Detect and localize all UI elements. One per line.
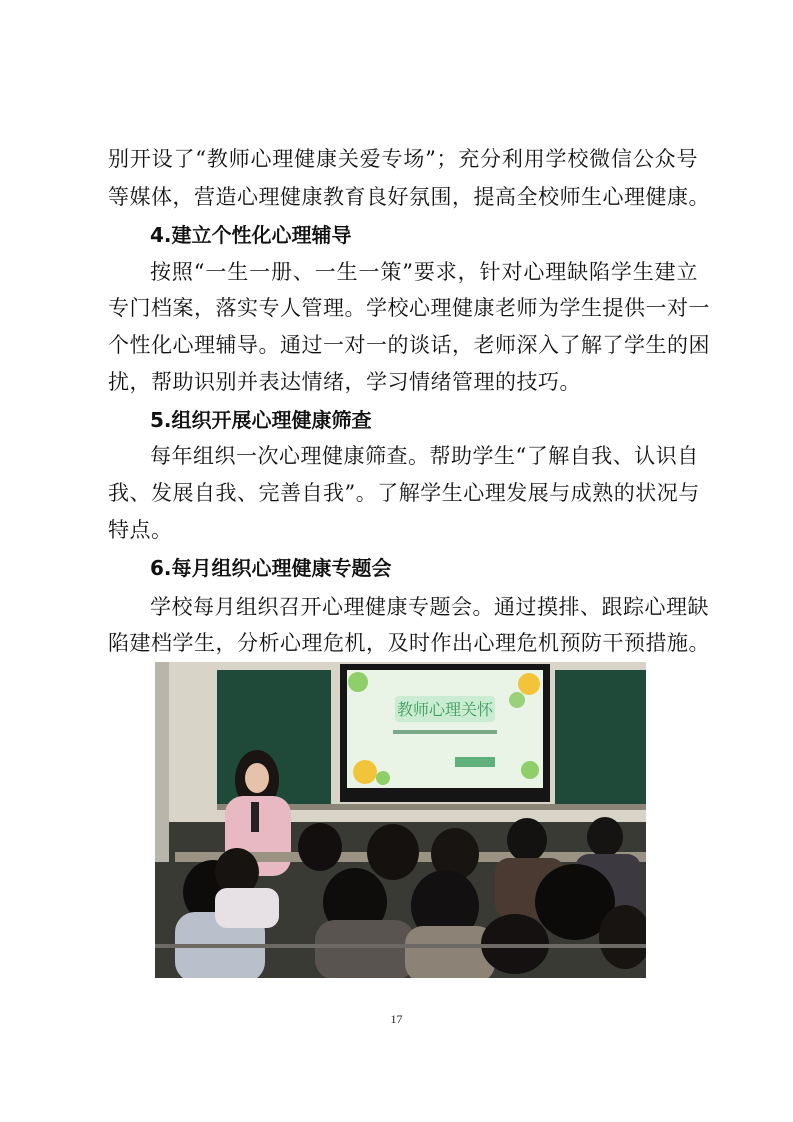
paragraph-line: 每年组织一次心理健康筛查。帮助学生“了解自我、认识自 <box>150 444 699 468</box>
paragraph-line: 学校每月组织召开心理健康专题会。通过摸排、跟踪心理缺 <box>150 595 709 619</box>
section-heading-6: 6.每月组织心理健康专题会 <box>150 556 392 580</box>
slide-title: 教师心理关怀 <box>396 700 494 719</box>
paragraph-line: 我、发展自我、完善自我”。了解学生心理发展与成熟的状况与 <box>108 481 700 505</box>
paragraph-line: 扰，帮助识别并表达情绪，学习情绪管理的技巧。 <box>108 370 581 394</box>
paragraph-line: 专门档案，落实专人管理。学校心理健康老师为学生提供一对一 <box>108 296 710 320</box>
paragraph-line: 陷建档学生，分析心理危机，及时作出心理危机预防干预措施。 <box>108 631 710 655</box>
paragraph-line: 等媒体，营造心理健康教育良好氛围，提高全校师生心理健康。 <box>108 185 710 209</box>
paragraph-line: 别开设了“教师心理健康关爱专场”；充分利用学校微信公众号 <box>108 147 698 171</box>
page-number: 17 <box>390 1012 403 1026</box>
paragraph-line: 按照“一生一册、一生一策”要求，针对心理缺陷学生建立 <box>150 260 698 284</box>
seminar-photo <box>155 662 646 978</box>
paragraph-line: 个性化心理辅导。通过一对一的谈话，老师深入了解了学生的困 <box>108 333 710 357</box>
section-heading-4: 4.建立个性化心理辅导 <box>150 223 352 247</box>
section-heading-5: 5.组织开展心理健康筛查 <box>150 408 372 432</box>
paragraph-line: 特点。 <box>108 518 173 542</box>
